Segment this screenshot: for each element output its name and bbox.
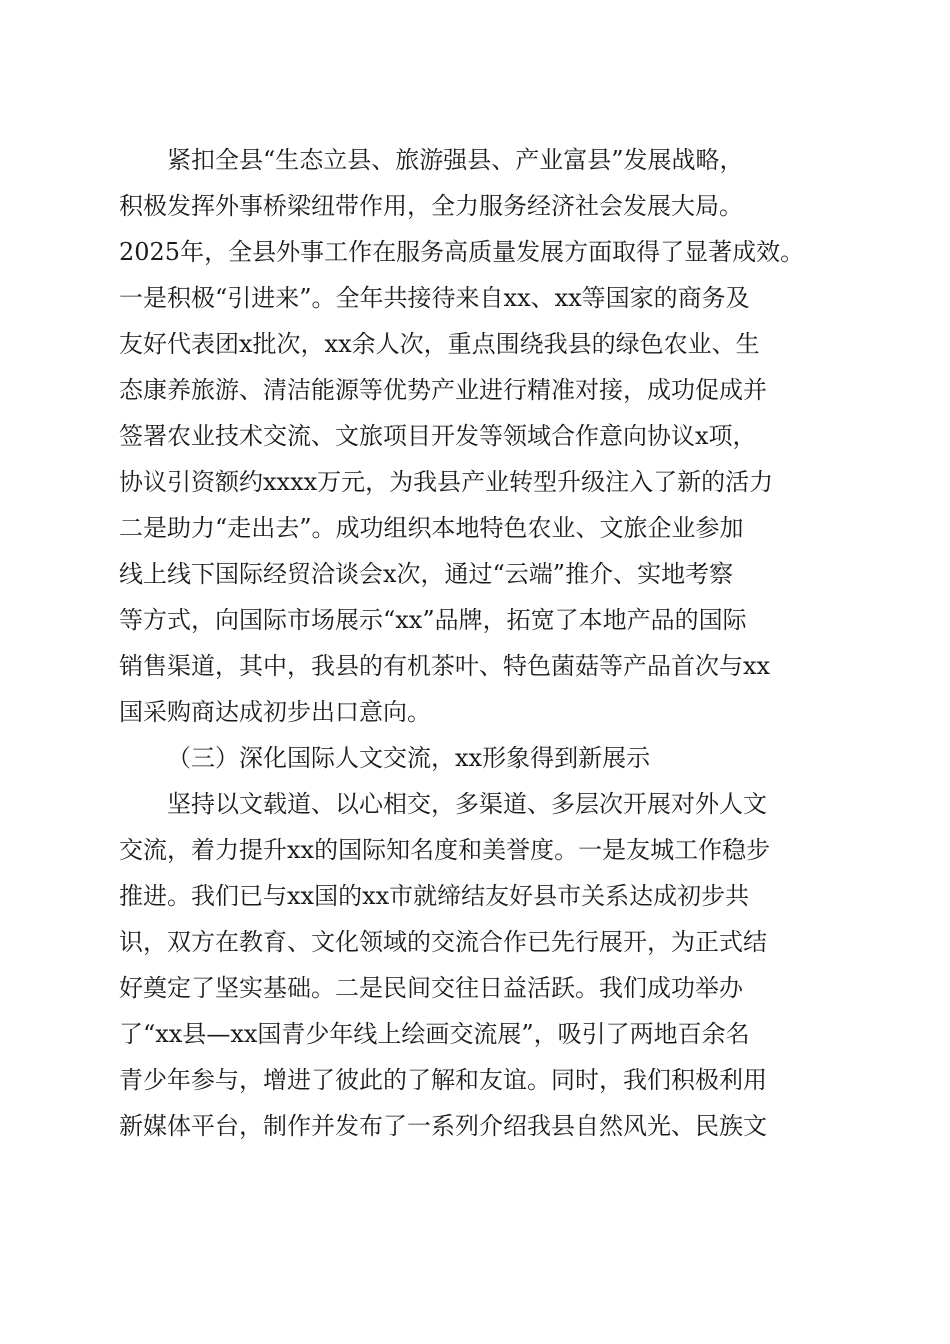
paragraph-line: 等方式，向国际市场展示“xx”品牌，拓宽了本地产品的国际 <box>119 606 747 634</box>
paragraph-line: 识，双方在教育、文化领域的交流合作已先行展开，为正式结 <box>119 928 767 956</box>
document-body <box>119 137 839 1149</box>
paragraph-line: 青少年参与，增进了彼此的了解和友谊。同时，我们积极利用 <box>119 1066 767 1094</box>
paragraph-line: 2025年，全县外事工作在服务高质量发展方面取得了显著成效。 <box>119 238 805 266</box>
paragraph-line: 国采购商达成初步出口意向。 <box>119 698 431 726</box>
paragraph-line: 销售渠道，其中，我县的有机茶叶、特色菌菇等产品首次与xx <box>119 652 771 680</box>
paragraph-line: 交流，着力提升xx的国际知名度和美誉度。一是友城工作稳步 <box>119 836 771 864</box>
paragraph-line: 紧扣全县“生态立县、旅游强县、产业富县”发展战略， <box>167 146 744 174</box>
paragraph-line: 积极发挥外事桥梁纽带作用，全力服务经济社会发展大局。 <box>119 192 743 220</box>
paragraph-line: 态康养旅游、清洁能源等优势产业进行精准对接，成功促成并 <box>119 376 767 404</box>
paragraph-line: 线上线下国际经贸洽谈会x次，通过“云端”推介、实地考察 <box>119 560 734 588</box>
paragraph-line: 新媒体平台，制作并发布了一系列介绍我县自然风光、民族文 <box>119 1112 767 1140</box>
paragraph-line: 协议引资额约xxxx万元，为我县产业转型升级注入了新的活力 <box>119 468 774 496</box>
paragraph-line: 了“xx县—xx国青少年线上绘画交流展”，吸引了两地百余名 <box>119 1020 750 1048</box>
paragraph-line: 签署农业技术交流、文旅项目开发等领域合作意向协议x项， <box>119 422 757 450</box>
paragraph-line: 友好代表团x批次，xx余人次，重点围绕我县的绿色农业、生 <box>119 330 760 358</box>
paragraph-line: 坚持以文载道、以心相交，多渠道、多层次开展对外人文 <box>167 790 767 818</box>
paragraph-line: 二是助力“走出去”。成功组织本地特色农业、文旅企业参加 <box>119 514 744 542</box>
paragraph-line: 好奠定了坚实基础。二是民间交往日益活跃。我们成功举办 <box>119 974 743 1002</box>
section-heading: （三）深化国际人文交流，xx形象得到新展示 <box>167 744 651 772</box>
paragraph-line: 一是积极“引进来”。全年共接待来自xx、xx等国家的商务及 <box>119 284 750 312</box>
paragraph-line: 推进。我们已与xx国的xx市就缔结友好县市关系达成初步共 <box>119 882 750 910</box>
